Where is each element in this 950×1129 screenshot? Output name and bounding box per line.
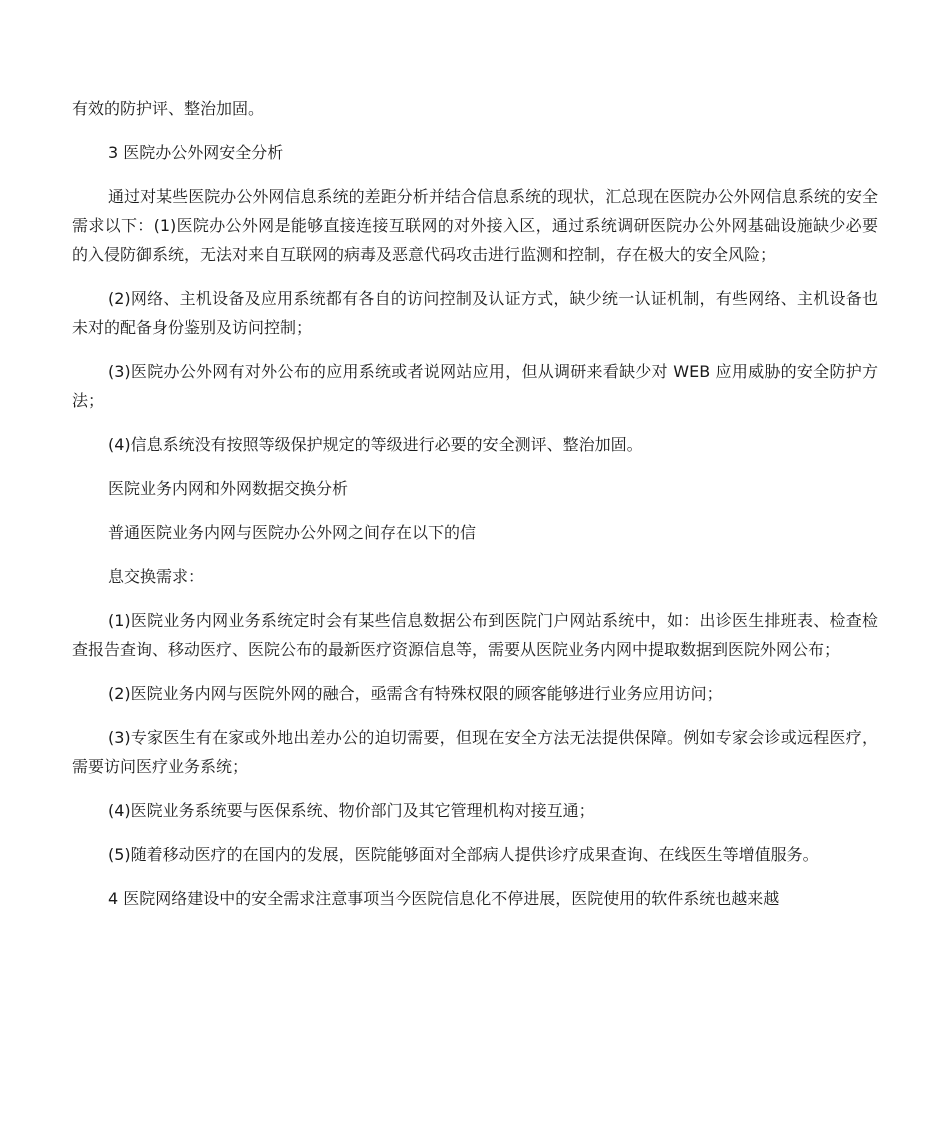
- paragraph-access-control: (2)网络、主机设备及应用系统都有各自的访问控制及认证方式，缺少统一认证机制，有些网络、主机设备也未对的配备身份鉴别及访问控制；: [72, 289, 878, 337]
- paragraph-mobile-medical: (5)随着移动医疗的在国内的发展，医院能够面对全部病人提供诊疗成果查询、在线医生等增值服务。: [108, 845, 819, 864]
- section-heading-security-requirements: 4 医院网络建设中的安全需求注意事项当今医院信息化不停进展，医院使用的软件系统也越来越: [108, 889, 780, 908]
- paragraph-remote-office: (3)专家医生有在家或外地出差办公的迫切需要，但现在安全方法无法提供保障。例如专家会诊或远程医疗，需要访问医疗业务系统；: [72, 728, 878, 776]
- paragraph-office-network-analysis: 通过对某些医院办公外网信息系统的差距分析并结合信息系统的现状，汇总现在医院办公外网信息系统的安全需求以下：(1)医院办公外网是能够直接连接互联网的对外接入区，通过系统调研医院办公外网基础设施缺少必要的入侵防御系统，无法对来自互联网的病毒及恶意代码攻击进行监测和控制，存在极大的安全风险；: [72, 187, 878, 264]
- paragraph-level-protection: (4)信息系统没有按照等级保护规定的等级进行必要的安全测评、整治加固。: [108, 435, 643, 454]
- document-body: [72, 94, 878, 928]
- paragraph-continuation: 有效的防护评、整治加固。: [72, 99, 265, 118]
- section-heading-office-network-security: 3 医院办公外网安全分析: [108, 143, 284, 162]
- paragraph-data-publishing: (1)医院业务内网业务系统定时会有某些信息数据公布到医院门户网站系统中，如：出诊医生排班表、检查检查报告查询、移动医疗、医院公布的最新医疗资源信息等，需要从医院业务内网中提取数据到医院外网公布；: [72, 611, 878, 659]
- paragraph-web-protection: (3)医院办公外网有对外公布的应用系统或者说网站应用，但从调研来看缺少对 WEB 应用威胁的安全防护方法；: [72, 362, 878, 410]
- section-heading-data-exchange: 医院业务内网和外网数据交换分析: [108, 479, 349, 498]
- paragraph-system-interconnect: (4)医院业务系统要与医保系统、物价部门及其它管理机构对接互通；: [108, 801, 595, 820]
- paragraph-exchange-intro: 普通医院业务内网与医院办公外网之间存在以下的信: [108, 523, 477, 542]
- paragraph-network-fusion: (2)医院业务内网与医院外网的融合，亟需含有特殊权限的顾客能够进行业务应用访问；: [108, 684, 723, 703]
- paragraph-exchange-intro-continued: 息交换需求：: [108, 567, 205, 586]
